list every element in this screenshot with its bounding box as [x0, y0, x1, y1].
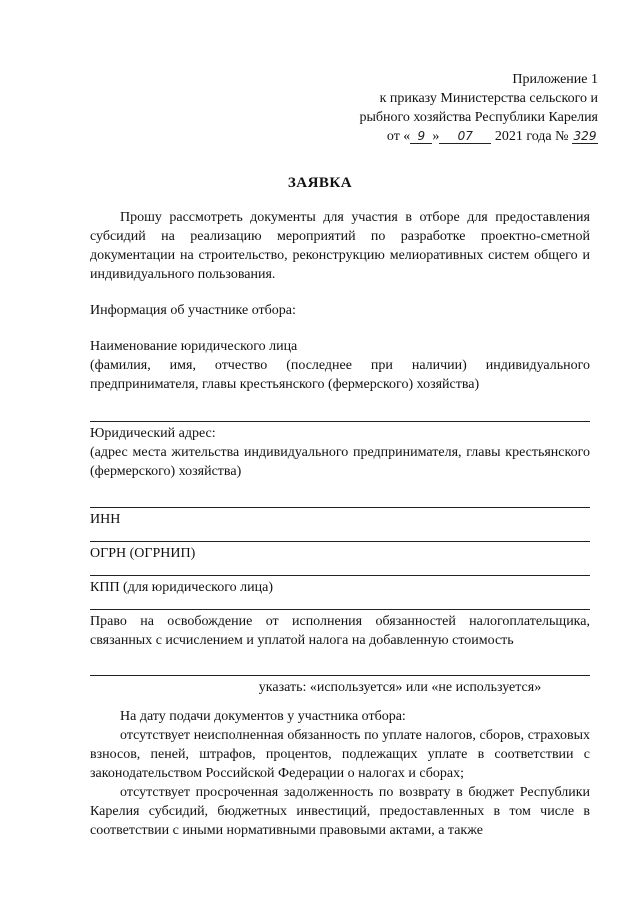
- intro-paragraph: Прошу рассмотреть документы для участия в отборе для предоставления субсидий на реализацию мероприятий по разработке проектно-сметной документации на строительство, реконструкцию мелиоративных систем общего и индивидуального пользования.: [90, 210, 590, 282]
- appendix-line-2: к приказу Министерства сельского и: [379, 91, 598, 106]
- name-note: (фамилия, имя, отчество (последнее при наличии) индивидуального предпринимателя, главы крестьянского (фермерского) хозяйства): [90, 358, 590, 392]
- handwritten-day: 9: [410, 129, 432, 144]
- handwritten-month: 07: [439, 129, 491, 144]
- vat-exemption-text: Право на освобождение от исполнения обязанностей налогоплательщика, связанных с исчислением и уплатой налога на добавленную стоимость: [90, 614, 590, 648]
- address-note: (адрес места жительства индивидуального предпринимателя, главы крестьянского (фермерского) хозяйства): [90, 445, 590, 479]
- inn-fill-line: [90, 541, 590, 542]
- date-mid: »: [432, 129, 440, 144]
- address-fill-line: [90, 507, 590, 508]
- name-label: Наименование юридического лица: [90, 339, 298, 354]
- address-label: Юридический адрес:: [90, 426, 216, 441]
- name-fill-line: [90, 421, 590, 422]
- vat-hint: указать: «используется» или «не используется»: [258, 680, 542, 695]
- kpp-label: КПП (для юридического лица): [90, 580, 273, 595]
- status-item-taxes: отсутствует неисполненная обязанность по уплате налогов, сборов, страховых взносов, пеней, штрафов, процентов, подлежащих уплате в соответствии с законодательством Российской Федерации о налогах и сборах;: [90, 728, 590, 781]
- status-item-debt: отсутствует просроченная задолженность по возврату в бюджет Республики Карелия субсидий, бюджетных инвестиций, предоставленных в том числе в соответствии с иными нормативными правовыми актами, а также: [90, 785, 590, 838]
- kpp-fill-line: [90, 609, 590, 610]
- appendix-header: [359, 70, 598, 146]
- ogrn-fill-line: [90, 575, 590, 576]
- date-year-text: 2021 года №: [494, 129, 569, 144]
- info-heading: Информация об участнике отбора:: [90, 303, 296, 318]
- appendix-line-3: рыбного хозяйства Республики Карелия: [359, 110, 598, 125]
- status-heading: На дату подачи документов у участника отбора:: [120, 709, 406, 724]
- appendix-date-line: [359, 127, 598, 146]
- vat-fill-line: [90, 675, 590, 676]
- handwritten-order-number: 329: [573, 129, 597, 143]
- appendix-line-1: Приложение 1: [512, 72, 598, 87]
- inn-label: ИНН: [90, 512, 121, 527]
- date-prefix: от «: [386, 129, 411, 144]
- document-body: [90, 208, 590, 840]
- ogrn-label: ОГРН (ОГРНИП): [90, 546, 196, 561]
- document-title: ЗАЯВКА: [287, 175, 353, 191]
